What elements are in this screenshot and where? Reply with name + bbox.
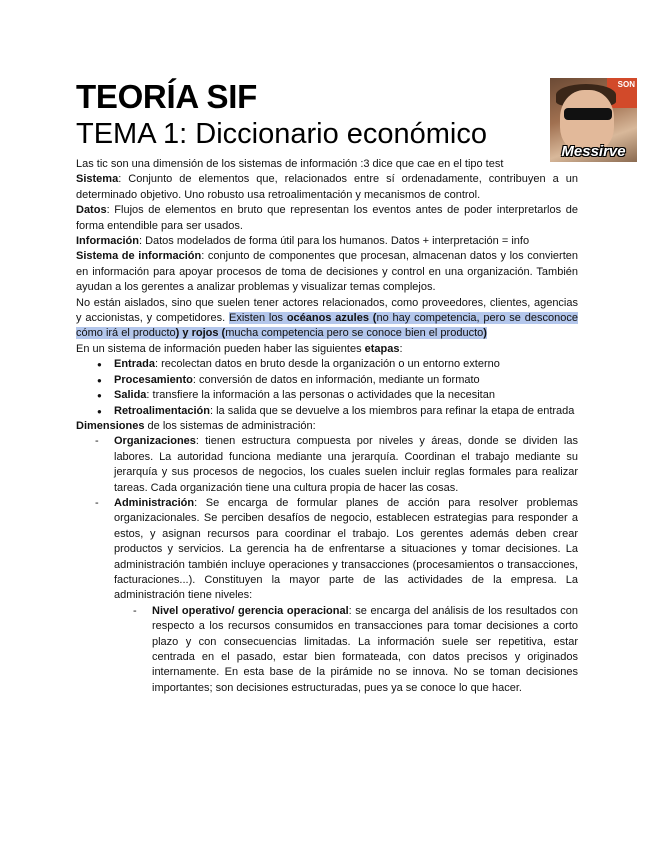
term-sistema-informacion: Sistema de información [76,250,202,263]
term-datos: Datos [76,204,107,217]
list-item [152,604,578,696]
text-sistema: : Conjunto de elementos que, relacionados entre sí ordenadamente, contribuyen a un determinado objetivo. Uno robusto usa retroalimentación y mecanismos de control. [76,173,578,201]
text-informacion: : Datos modelados de forma útil para los humanos. Datos + interpretación = info [138,235,530,248]
document-body [76,157,578,696]
dimensiones-list [76,434,578,696]
term-rojos: ) y rojos ( [175,327,226,340]
text-administracion: : Se encarga de formular planes de acción para resolver problemas organizacionales. Se perciben desafíos de negocio, establecen estrategias para responder a estos, y asignan recursos para coordinar el trabajo. Los gerentes además deben crear productos y servicios. La gerencia ha de enfrentarse a situaciones y tomar decisiones. La administración también incluye operaciones y transacciones (procesamientos o transacciones, facturaciones...). Constituyen la mayor parte de las actividades de la empresa. La administración tiene niveles: [114,496,578,602]
def-datos [76,203,578,234]
list-item [114,373,578,388]
list-item [114,434,578,496]
text-azules: no hay competencia, pero se desconoce cómo irá el producto [76,312,578,340]
text-procesamiento: : conversión de datos en información, mediante un formato [192,373,480,386]
document-title: TEORÍA SIF [76,78,257,115]
term-nivel-operativo: Nivel operativo/ gerencia operacional [152,604,349,617]
intro-paragraph: Las tic son una dimensión de los sistemas de información :3 dice que cae en el tipo test [76,158,504,170]
term-salida: Salida [114,389,147,402]
def-sistema [76,172,578,203]
list-item [114,496,578,696]
text-existen: Existen los [228,312,287,325]
text-retroalimentacion: : la salida que se devuelve a los miembros para refinar la etapa de entrada [209,404,575,417]
text-etapas-pre: En un sistema de información pueden haber las siguientes [76,342,365,355]
document-subtitle: TEMA 1: Diccionario económico [76,118,487,150]
close-paren: ) [483,327,487,340]
def-informacion [76,234,578,249]
term-administracion: Administración [114,496,195,509]
avatar-caption: Messirve [561,143,626,160]
etapas-list [76,357,578,419]
niveles-list [114,604,578,696]
avatar-sign-text: SON [617,80,635,89]
sunglasses-icon [564,108,612,120]
list-item [114,404,578,419]
term-entrada: Entrada [114,358,155,371]
text-nivel-operativo: : se encarga del análisis de los resultados con respecto a los recursos consumidos en transacciones para tomar decisiones a corto plazo y con consecuencias limitadas. La información suele ser repetitiva, estar centrada en el pasado, estar bien formateada, con datos precisos y originados internamente. En esta base de la pirámide no se innova. No se toman decisiones importantes; son decisiones estructuradas, pues ya se conoce lo que hacer. [152,604,578,694]
text-organizaciones: : tienen estructura compuesta por niveles y áreas, donde se dividen las labores. La autoridad funciona mediante una jerarquía. Coordinan el trabajo mediante su jerarquía y sus procesos de negocios, los cuales suelen incluir reglas formales para realizar tareas. Cada organización tiene una cultura propia de hacer las cosas. [114,435,578,494]
text-sistema-informacion: : conjunto de componentes que procesan, almacenan datos y los convierten en información para apoyar procesos de toma de decisiones y control en una organización. También ayudan a los gerentes a analizar problemas y visualizar temas complejos. [76,250,578,294]
def-sistema-informacion [76,249,578,295]
list-item [114,357,578,372]
text-datos: : Flujos de elementos en bruto que representan los eventos antes de poder interpretarlos de forma entendible para ser usados. [76,204,578,232]
text-aislados: No están aislados, sino que suelen tener actores relacionados, como proveedores, clientes, agencias y accionistas, y competidores. [76,296,578,325]
paragraph-oceanos [76,296,578,342]
text-dimensiones: de los sistemas de administración: [144,419,316,432]
term-etapas: etapas [364,342,400,355]
term-procesamiento: Procesamiento [114,373,193,386]
administracion-paragraph [114,496,578,604]
text-salida: : transfiere la información a las personas o actividades que la necesitan [146,389,495,402]
term-dimensiones: Dimensiones [76,419,145,432]
etapas-intro [76,342,578,357]
term-informacion: Información [76,235,139,248]
text-etapas-post: : [399,342,403,355]
list-item [114,388,578,403]
text-rojos: mucha competencia pero se conoce bien el producto [225,327,484,340]
term-organizaciones: Organizaciones [114,435,196,448]
dimensiones-intro [76,419,578,434]
term-sistema: Sistema [76,173,119,186]
text-entrada: : recolectan datos en bruto desde la organización o un entorno externo [154,358,500,371]
term-oceanos-azules: océanos azules ( [286,312,377,325]
avatar-image [550,78,637,162]
term-retroalimentacion: Retroalimentación [114,404,210,417]
